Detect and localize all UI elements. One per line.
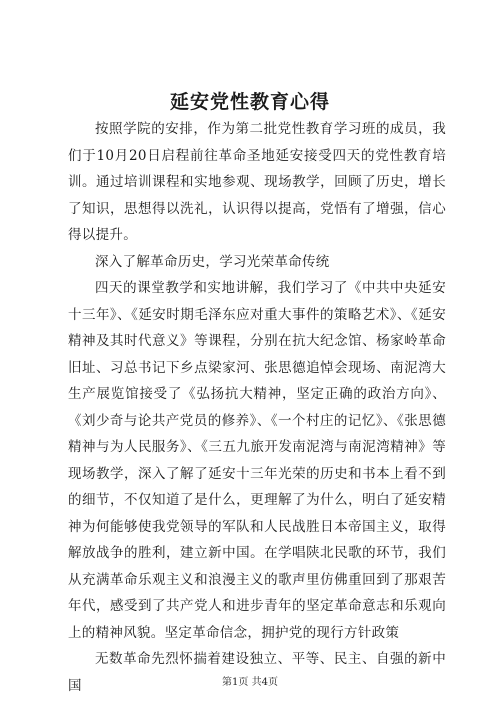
document-body (68, 116, 446, 699)
section-heading: 深入了解革命历史，学习光荣革命传统 (95, 253, 330, 270)
paragraph-study: 四天的课堂教学和实地讲解，我们学习了《中共中央延安十三年》、《延安时期毛泽东应对重大事件的策略艺术》、《延安精神及其时代意义》等课程，分别在抗大纪念馆、杨家岭革命旧址、习总书记下乡点梁家河、张思德追悼会现场、南泥湾大生产展览馆接受了《弘扬抗大精神，坚定正确的政治方向》、《刘少奇与论共产党员的修养》、《一个村庄的记忆》、《张思德精神与为人民服务》、《三五九旅开发南泥湾与南泥湾精神》等现场教学，深入了解了延安十三年光荣的历史和书本上看不到的细节，不仅知道了是什么，更理解了为什么，明白了延安精神为何能够使我党领导的军队和人民战胜日本帝国主义，取得解放战争的胜利，建立新中国。在学唱陕北民歌的环节，我们从充满革命乐观主义和浪漫主义的歌声里仿佛重回到了那艰苦年代，感受到了共产党人和进步青年的坚定革命意志和乐观向上的精神风貌。坚定革命信念，拥护党的现行方针政策 (68, 280, 446, 641)
paragraph-martyrs: 无数革命先烈怀揣着建设独立、平等、民主、自强的新中国 (68, 651, 446, 694)
document-title: 延安党性教育心得 (169, 91, 330, 113)
paragraph-intro: 按照学院的安排，作为第二批党性教育学习班的成员，我们于10月20日启程前往革命圣地延安接受四天的党性教育培训。通过培训课程和实地参观、现场教学，回顾了历史，增长了知识，思想得以洗礼，认识得以提高，党悟有了增强，信心得以提升。 (68, 121, 446, 243)
page-footer: 第1页 共4页 (222, 677, 278, 688)
